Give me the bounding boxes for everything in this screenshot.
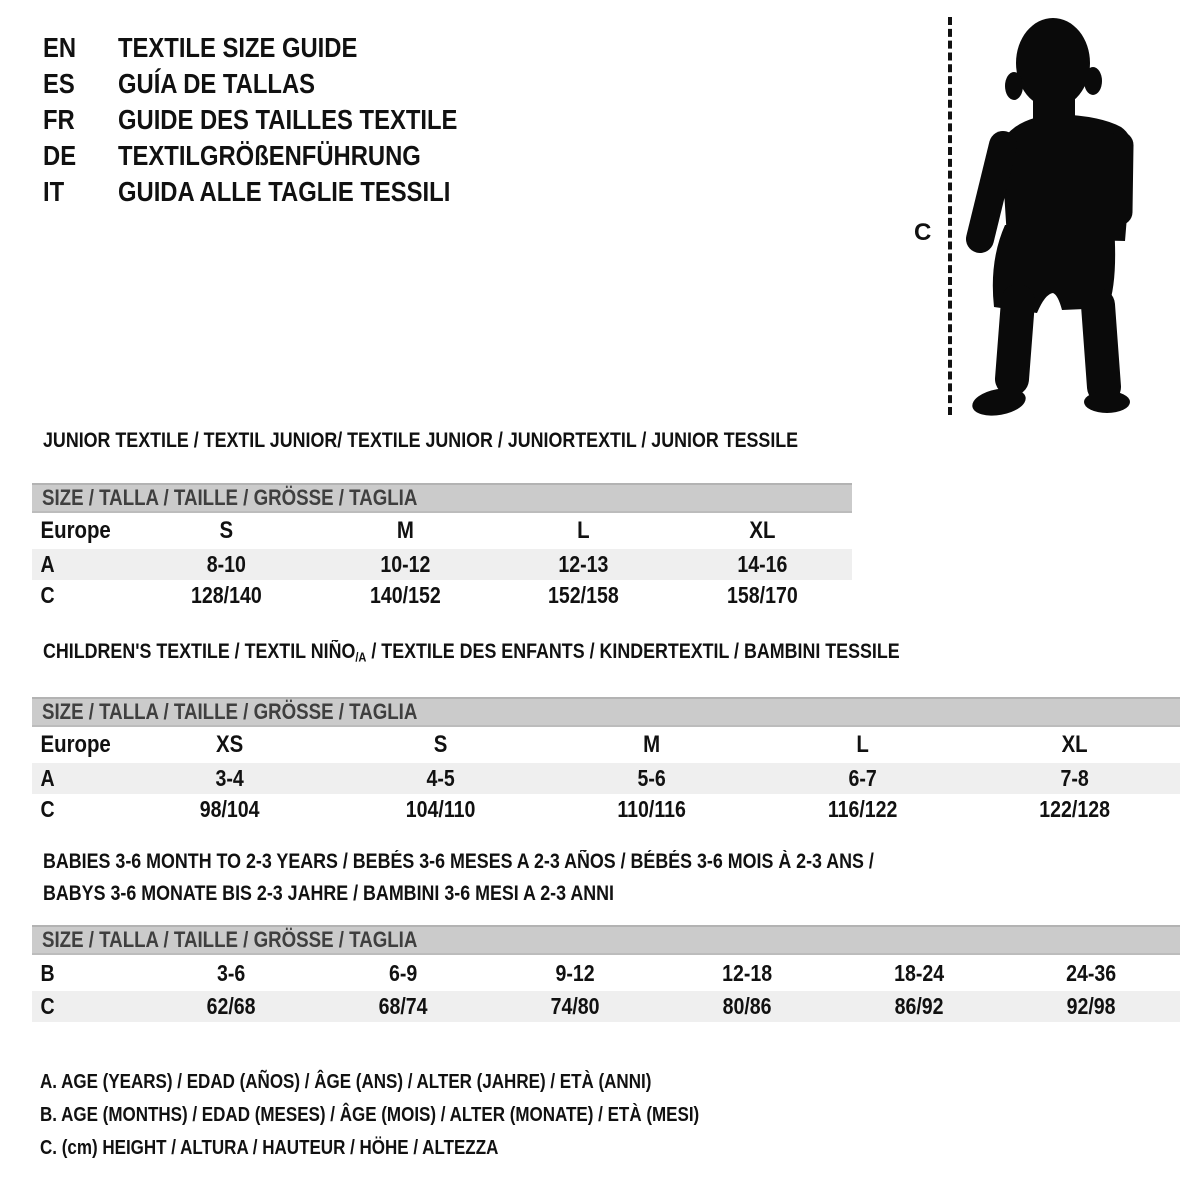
table-row-c xyxy=(32,991,1180,1022)
size-column-header: M xyxy=(643,730,661,758)
region-column-header: Europe xyxy=(40,730,111,758)
size-cell: 104/110 xyxy=(405,795,476,822)
language-code: DE xyxy=(43,140,77,171)
language-title: TEXTILE SIZE GUIDE xyxy=(118,32,358,63)
row-label-cell: A xyxy=(40,764,55,791)
size-cell: 98/104 xyxy=(199,795,260,822)
size-cell: 4-5 xyxy=(426,764,455,791)
size-cell: 9-12 xyxy=(555,959,595,986)
size-cell: 5-6 xyxy=(637,764,667,791)
footnote-a: A. AGE (YEARS) / EDAD (AÑOS) / ÂGE (ANS) / ALTER (JAHRE) / ETÀ (ANNI) xyxy=(40,1071,652,1093)
size-column-header: XL xyxy=(1061,730,1088,758)
size-cell: 80/86 xyxy=(722,993,772,1019)
size-column-header: L xyxy=(856,730,870,758)
size-cell: 68/74 xyxy=(378,993,428,1019)
language-title: TEXTILGRÖßENFÜHRUNG xyxy=(118,140,421,171)
size-column-header: M xyxy=(396,517,414,544)
height-measure-line xyxy=(948,17,952,415)
size-cell: 152/158 xyxy=(548,582,620,608)
babies-section-title-line1: BABIES 3-6 MONTH TO 2-3 YEARS / BEBÉS 3-6 MESES A 2-3 AÑOS / BÉBÉS 3-6 MOIS À 2-3 ANS / xyxy=(43,850,874,873)
size-cell: 140/152 xyxy=(369,582,441,608)
size-column-header: XS xyxy=(215,730,244,758)
height-measure-label: C xyxy=(914,219,932,246)
size-cell: 74/80 xyxy=(550,993,600,1019)
size-cell: 10-12 xyxy=(380,551,431,577)
nino-a-subscript: /A xyxy=(355,649,367,665)
language-title: GUIDA ALLE TAGLIE TESSILI xyxy=(118,176,451,207)
babies-section-title-line2: BABYS 3-6 MONATE BIS 2-3 JAHRE / BAMBINI 3-6 MESI A 2-3 ANNI xyxy=(43,882,614,905)
table-row-a xyxy=(32,549,852,580)
size-cell: 3-4 xyxy=(215,764,244,791)
height-figure xyxy=(0,0,1200,430)
size-column-header: XL xyxy=(749,517,776,544)
size-cell: 116/122 xyxy=(828,795,898,822)
footnote-b: B. AGE (MONTHS) / EDAD (MESES) / ÂGE (MOIS) / ALTER (MONATE) / ETÀ (MESI) xyxy=(40,1104,700,1126)
table-row-b xyxy=(32,955,1180,991)
size-cell: 110/116 xyxy=(617,795,687,822)
row-label-cell: C xyxy=(40,582,55,608)
language-title: GUÍA DE TALLAS xyxy=(118,68,316,99)
language-code: EN xyxy=(43,32,77,63)
children-size-table xyxy=(32,697,1180,825)
footnote-c: C. (cm) HEIGHT / ALTURA / HAUTEUR / HÖHE / ALTEZZA xyxy=(40,1137,499,1159)
size-cell: 24-36 xyxy=(1066,959,1117,986)
children-section-title: CHILDREN'S TEXTILE / TEXTIL $NIÑO_{/A}$ / TEXTILE DES ENFANTS / KINDERTEXTIL / BAMBINI TESSILE xyxy=(43,640,900,665)
size-header-label: SIZE / TALLA / TAILLE / GRÖSSE / TAGLIA xyxy=(42,927,418,952)
size-header-label: SIZE / TALLA / TAILLE / GRÖSSE / TAGLIA xyxy=(42,698,418,724)
babies-textile-section xyxy=(32,846,1180,1022)
row-label-cell: A xyxy=(40,551,55,577)
language-code: IT xyxy=(43,176,65,207)
language-code: FR xyxy=(43,104,75,135)
size-cell: 92/98 xyxy=(1067,993,1116,1019)
size-table-header-bar xyxy=(32,925,1180,955)
language-title: GUIDE DES TAILLES TEXTILE xyxy=(118,104,458,135)
region-column-header: Europe xyxy=(40,517,111,544)
table-header-row xyxy=(32,727,1180,763)
size-cell: 18-24 xyxy=(894,959,945,986)
babies-size-table xyxy=(32,925,1180,1022)
size-cell: 12-13 xyxy=(558,551,609,577)
size-cell: 3-6 xyxy=(216,959,245,986)
table-row-c xyxy=(32,580,852,611)
toddler-silhouette-icon xyxy=(963,13,1145,421)
row-label-cell: C xyxy=(40,993,55,1019)
size-cell: 62/68 xyxy=(206,993,256,1019)
table-header-row xyxy=(32,513,852,549)
size-table-header-bar xyxy=(32,697,1180,727)
size-cell: 8-10 xyxy=(206,551,246,577)
size-cell: 128/140 xyxy=(190,582,262,608)
table-row-c xyxy=(32,794,1180,825)
junior-section-title: JUNIOR TEXTILE / TEXTIL JUNIOR/ TEXTILE JUNIOR / JUNIORTEXTIL / JUNIOR TESSILE xyxy=(43,429,799,452)
size-cell: 12-18 xyxy=(722,959,773,986)
size-cell: 6-9 xyxy=(388,959,417,986)
row-label-cell: C xyxy=(40,795,55,822)
junior-textile-section xyxy=(32,430,852,611)
size-column-header: S xyxy=(433,730,448,758)
children-textile-section xyxy=(32,641,1180,825)
size-column-header: S xyxy=(219,517,234,544)
junior-size-table xyxy=(32,483,852,611)
size-cell: 122/128 xyxy=(1038,795,1110,822)
size-column-header: L xyxy=(577,517,591,544)
size-cell: 6-7 xyxy=(848,764,878,791)
footnotes xyxy=(40,1066,1140,1165)
size-cell: 14-16 xyxy=(737,551,788,577)
table-row-a xyxy=(32,763,1180,794)
language-code: ES xyxy=(43,68,75,99)
size-header-label: SIZE / TALLA / TAILLE / GRÖSSE / TAGLIA xyxy=(42,485,418,510)
size-cell: 158/170 xyxy=(727,582,798,608)
row-label-cell: B xyxy=(40,959,55,986)
size-cell: 7-8 xyxy=(1060,764,1089,791)
size-table-header-bar xyxy=(32,483,852,513)
size-cell: 86/92 xyxy=(894,993,944,1019)
